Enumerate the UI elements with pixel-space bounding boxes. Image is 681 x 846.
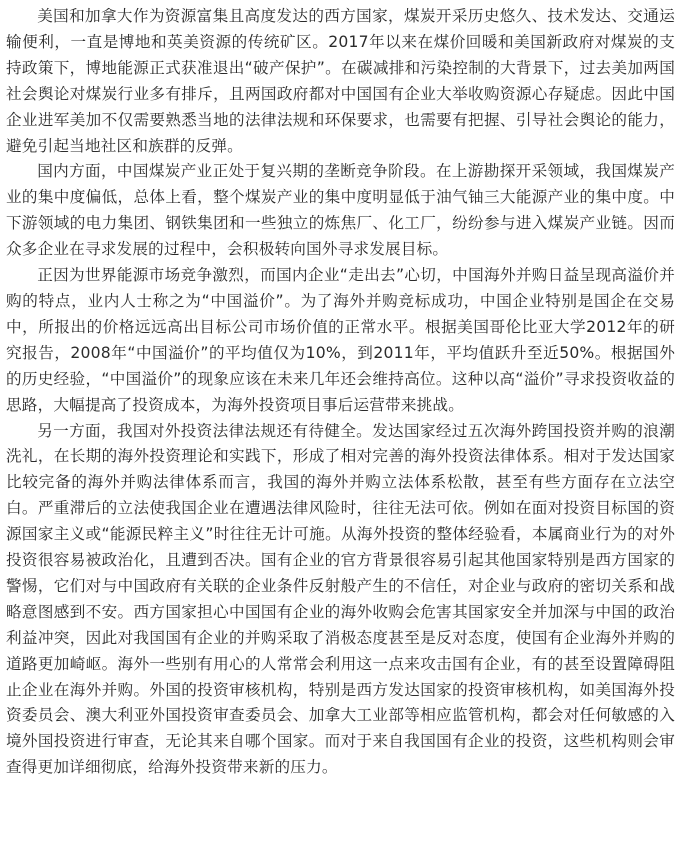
paragraph-domestic: 国内方面，中国煤炭产业正处于复兴期的垄断竞争阶段。在上游勘探开采领域，我国煤炭产业的集中度偏低，总体上看，整个煤炭产业的集中度明显低于油气铀三大能源产业的集中度。中下游领域的电力集团、钢铁集团和一些独立的炼焦厂、化工厂，纷纷参与进入煤炭产业链。因而众多企业在寻求发展的过程中，会积极转向国外寻求发展目标。 [6, 162, 675, 259]
paragraph-legal-framework: 另一方面，我国对外投资法律法规还有待健全。发达国家经过五次海外跨国投资并购的浪潮洗礼，在长期的海外投资理论和实践下，形成了相对完善的海外投资法律体系。相对于发达国家比较完备的海外并购法律体系而言，我国的海外并购立法体系松散，甚至有些方面存在立法空白。严重滞后的立法使我国企业在遭遇法律风险时，往往无法可依。例如在面对投资目标国的资源国家主义或“能源民粹主义”时往往无计可施。从海外投资的整体经验看，本属商业行为的对外投资很容易被政治化，且遭到否决。国有企业的官方背景很容易引起其他国家特别是西方国家的警惕，它们对与中国政府有关联的企业条件反射般产生的不信任，对企业与政府的密切关系和战略意图感到不安。西方国家担心中国国有企业的海外收购会危害其国家安全并加深与中国的政治利益冲突，因此对我国国有企业的并购采取了消极态度甚至是反对态度，使国有企业海外并购的道路更加崎岖。海外一些别有用心的人常常会利用这一点来攻击国有企业，有的甚至设置障碍阻止企业在海外并购。外国的投资审核机构，特别是西方发达国家的投资审核机构，如美国海外投资委员会、澳大利亚外国投资审查委员会、加拿大工业部等相应监管机构，都会对任何敏感的入境外国投资进行审查，无论其来自哪个国家。而对于来自我国国有企业的投资，这些机构则会审查得更加详细彻底，给海外投资带来新的压力。 [6, 421, 675, 777]
paragraph-china-premium: 正因为世界能源市场竞争激烈，而国内企业“走出去”心切，中国海外并购日益呈现高溢价并购的特点，业内人士称之为“中国溢价”。为了海外并购竞标成功，中国企业特别是国企在交易中，所报出的价格远远高出目标公司市场价值的正常水平。根据美国哥伦比亚大学2012年的研究报告，2008年“中国溢价”的平均值仅为10%，到2011年，平均值跃升至近50%。根据国外的历史经验，“中国溢价”的现象应该在未来几年还会维持高位。这种以高“溢价”寻求投资收益的思路，大幅提高了投资成本，为海外投资项目事后运营带来挑战。 [6, 266, 675, 414]
paragraph-us-canada: 美国和加拿大作为资源富集且高度发达的西方国家，煤炭开采历史悠久、技术发达、交通运输便利，一直是博地和英美资源的传统矿区。2017年以来在煤价回暖和美国新政府对煤炭的支持政策下，博地能源正式获准退出“破产保护”。在碳减排和污染控制的大背景下，过去美加两国社会舆论对煤炭行业多有排斥，且两国政府都对中国国有企业大举收购资源心存疑虑。因此中国企业进军美加不仅需要熟悉当地的法律法规和环保要求，也需要有把握、引导社会舆论的能力，避免引起当地社区和族群的反弹。 [6, 7, 675, 155]
